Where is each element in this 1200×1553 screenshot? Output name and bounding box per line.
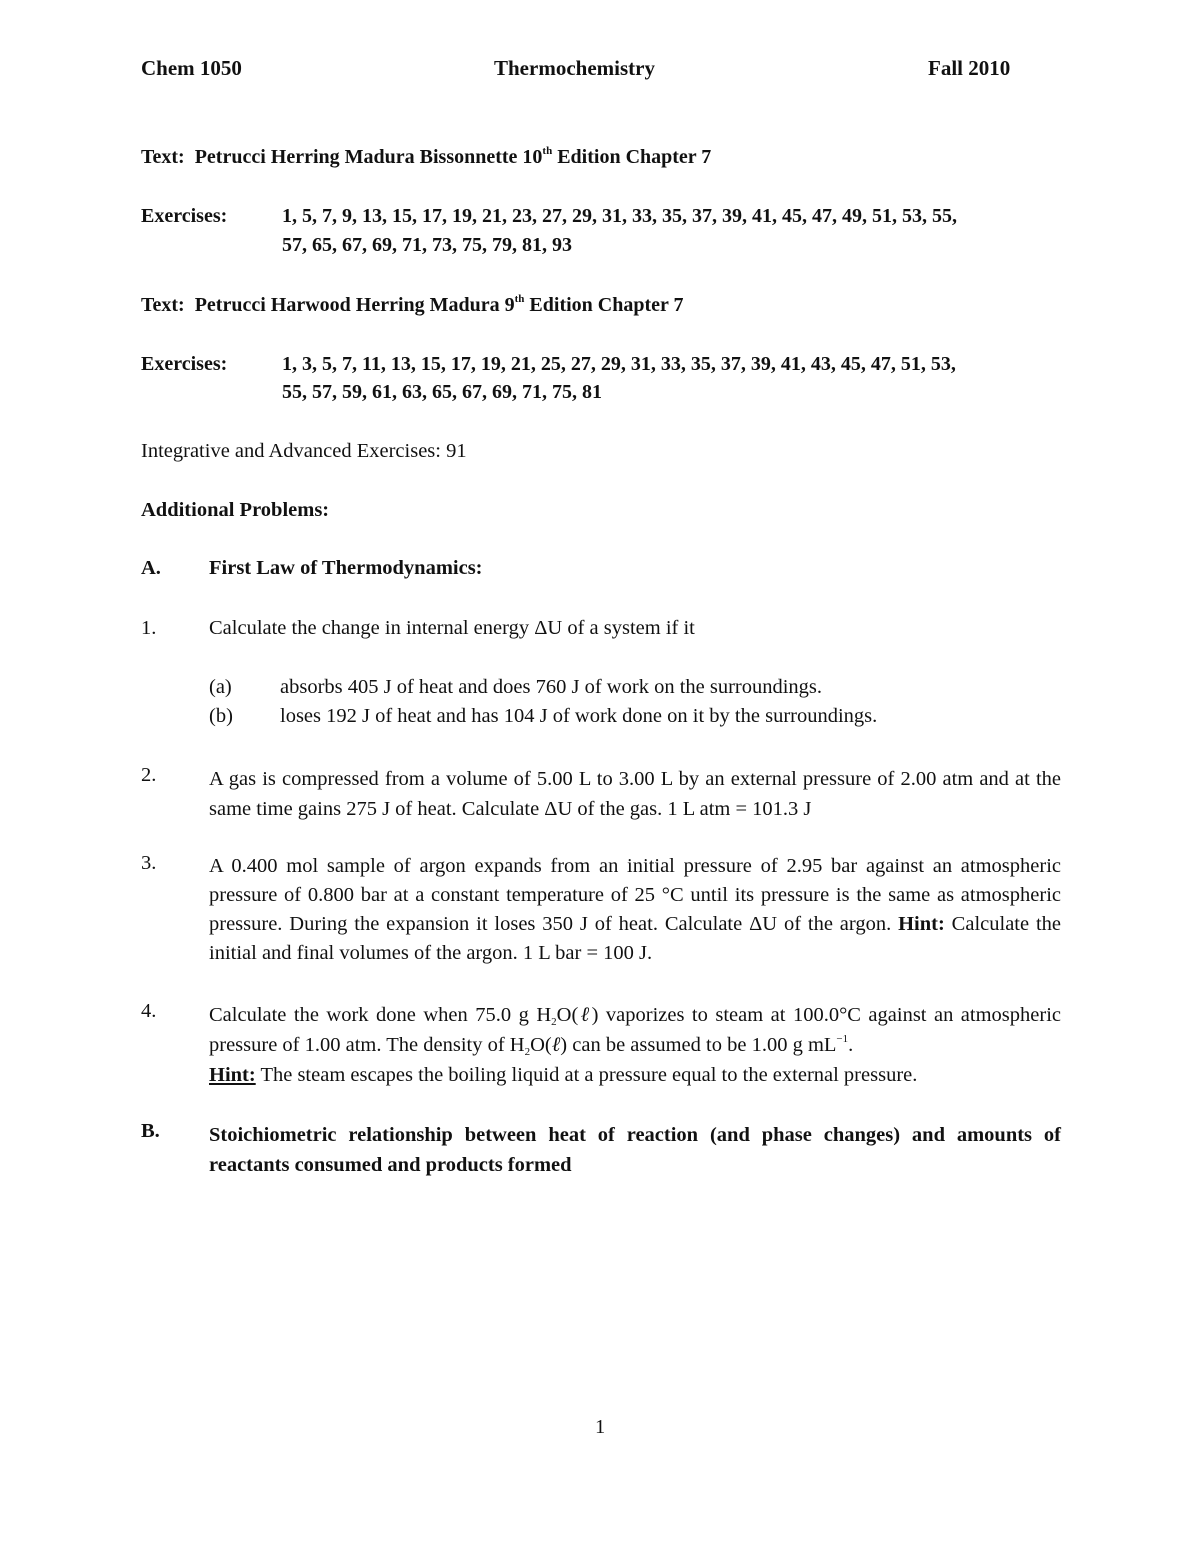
problem4-text-3: ) vaporizes to steam at 100.0°C against an atmospheric pressure of 1.00 atm. The density of H	[209, 1004, 1061, 1056]
header-term: Fall 2010	[928, 56, 1011, 80]
text2-edition: Edition Chapter 7	[524, 294, 684, 316]
problem4-liquid-symbol-1: ℓ	[578, 1004, 592, 1026]
section-a-letter: A.	[141, 557, 161, 579]
problem3-number: 3.	[141, 852, 157, 874]
problem4-sub-1: 2	[551, 1016, 557, 1028]
problem3-hint-label: Hint:	[898, 913, 945, 935]
problem4-text-1: Calculate the work done when 75.0 g H	[209, 1004, 552, 1026]
problem4-hint-text: The steam escapes the boiling liquid at a pressure equal to the external pressure.	[255, 1064, 918, 1086]
section-b-title: Stoichiometric relationship between heat of reaction (and phase changes) and amounts of reactants consumed and products formed	[209, 1124, 1061, 1176]
text1-label: Text:	[141, 146, 185, 168]
section-b-letter: B.	[141, 1120, 160, 1142]
integrative-exercises: Integrative and Advanced Exercises: 91	[141, 440, 467, 462]
header-title: Thermochemistry	[494, 56, 655, 80]
text1-line	[141, 146, 711, 169]
exercises1-line2: 57, 65, 67, 69, 71, 73, 75, 79, 81, 93	[282, 234, 572, 256]
problem2-text: A gas is compressed from a volume of 5.00 L to 3.00 L by an external pressure of 2.00 atm and at the same time gains 275 J of heat. Calculate ΔU of the gas. 1 L atm = 101.3 J	[209, 768, 1061, 820]
text1-edition: Edition Chapter 7	[552, 146, 712, 168]
text2-line	[141, 294, 684, 317]
section-a-title: First Law of Thermodynamics:	[209, 557, 483, 579]
text2-sup: th	[514, 293, 525, 305]
page-number: 1	[595, 1416, 606, 1438]
additional-problems-heading: Additional Problems:	[141, 499, 330, 521]
problem3-body	[209, 852, 1061, 968]
problem2-number: 2.	[141, 764, 157, 786]
problem1a-text: absorbs 405 J of heat and does 760 J of work on the surroundings.	[280, 676, 823, 698]
problem4-text-6: .	[848, 1034, 854, 1056]
problem4-sub-2: 2	[524, 1046, 531, 1058]
problem1b-text: loses 192 J of heat and has 104 J of work done on it by the surroundings.	[280, 705, 878, 727]
problem4-number: 4.	[141, 1000, 157, 1022]
problem1-number: 1.	[141, 617, 157, 639]
problem4-body	[209, 1000, 1061, 1090]
problem4-liquid-symbol-2: ℓ	[551, 1034, 561, 1056]
text2-book: Petrucci Harwood Herring Madura 9	[194, 294, 515, 316]
exercises2-line1: 1, 3, 5, 7, 11, 13, 15, 17, 19, 21, 25, 27, 29, 31, 33, 35, 37, 39, 41, 43, 45, 47, 51, 53,	[282, 353, 956, 375]
exercises2-label: Exercises:	[141, 353, 228, 375]
problem1a-label: (a)	[209, 676, 232, 698]
text2-label: Text:	[141, 294, 185, 316]
problem3-hint-text: Calculate the initial and final volumes of the argon. 1 L bar = 100 J.	[209, 913, 1061, 964]
problem3-text: A 0.400 mol sample of argon expands from an initial pressure of 2.95 bar against an atmospheric pressure of 0.800 bar at a constant temperature of 25 °C until its pressure is the same as atmospheric pressure. During the expansion it loses 350 J of heat. Calculate ΔU of the argon.	[209, 855, 1061, 935]
problem4-text-2: O(	[556, 1004, 579, 1026]
exercises1-line1: 1, 5, 7, 9, 13, 15, 17, 19, 21, 23, 27, 29, 31, 33, 35, 37, 39, 41, 45, 47, 49, 51, 53, 55,	[282, 205, 957, 227]
problem1b-label: (b)	[209, 705, 233, 727]
problem1-text: Calculate the change in internal energy ΔU of a system if it	[209, 617, 695, 639]
problem4-text-5: ) can be assumed to be 1.00 g mL	[560, 1034, 837, 1056]
problem4-text-4: O(	[530, 1034, 552, 1056]
problem4-sup: −1	[836, 1033, 849, 1045]
exercises1-label: Exercises:	[141, 205, 228, 227]
text1-sup: th	[542, 145, 553, 157]
problem4-hint-label: Hint:	[209, 1064, 256, 1086]
exercises2-line2: 55, 57, 59, 61, 63, 65, 67, 69, 71, 75, 81	[282, 381, 602, 403]
text1-book: Petrucci Herring Madura Bissonnette 10	[194, 146, 543, 168]
header-course: Chem 1050	[141, 56, 242, 80]
